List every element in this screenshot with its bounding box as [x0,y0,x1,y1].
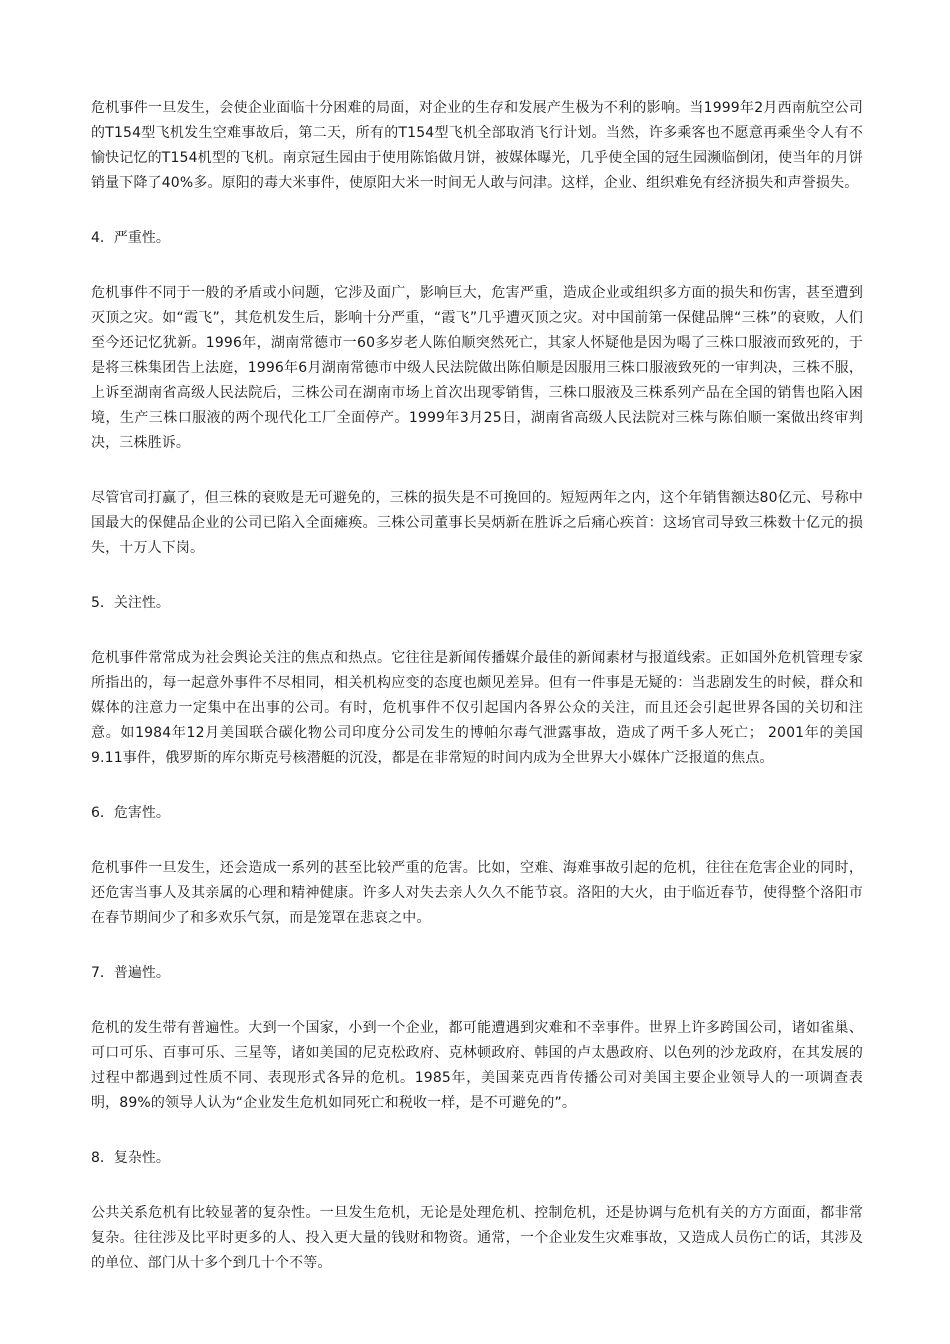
paragraph-intro: 危机事件一旦发生，会使企业面临十分困难的局面，对企业的生存和发展产生极为不利的影响。当1999年2月西南航空公司的T154型飞机发生空难事故后，第二天，所有的T154型飞机全部取消飞行计划。当然，许多乘客也不愿意再乘坐令人有不愉快记忆的T154机型的飞机。南京冠生园由于使用陈馅做月饼，被媒体曝光，几乎使全国的冠生园濒临倒闭，使当年的月饼销量下降了40%多。原阳的毒大米事件，使原阳大米一时间无人敢与问津。这样，企业、组织难免有经济损失和声誉损失。 [91,100,863,191]
heading-complexity: 8．复杂性。 [91,1150,170,1166]
paragraph-severity: 危机事件不同于一般的矛盾或小问题，它涉及面广，影响巨大，危害严重，造成企业或组织多方面的损失和伤害，甚至遭到灭顶之灾。如“霞飞”，其危机发生后，影响十分严重，“霞飞”几乎遭灭顶之灾。对中国前第一保健品牌“三株”的衰败，人们至今还记忆犹新。1996年，湖南常德市一60多岁老人陈伯顺突然死亡，其家人怀疑他是因为喝了三株口服液而致死的，于是将三株集团告上法庭，1996年6月湖南常德市中级人民法院做出陈伯顺是因服用三株口服液致死的一审判决，三株不服，上诉至湖南省高级人民法院后，三株公司在湖南市场上首次出现零销售，三株口服液及三株系列产品在全国的销售也陷入困境，生产三株口服液的两个现代化工厂全面停产。1999年3月25日，湖南省高级人民法院对三株与陈伯顺一案做出终审判决，三株胜诉。 [91,285,863,451]
paragraph-universality: 危机的发生带有普遍性。大到一个国家，小到一个企业，都可能遭遇到灾难和不幸事件。世界上许多跨国公司，诸如雀巢、可口可乐、百事可乐、三星等，诸如美国的尼克松政府、克林顿政府、韩国的卢太愚政府、以色列的沙龙政府，在其发展的过程中都遇到过性质不同、表现形式各异的危机。1985年，美国莱克西肯传播公司对美国主要企业领导人的一项调查表明，89%的领导人认为“企业发生危机如同死亡和税收一样，是不可避免的”。 [91,1020,863,1111]
heading-severity: 4．严重性。 [91,230,170,246]
heading-universality: 7．普遍性。 [91,965,170,981]
heading-harm: 6．危害性。 [91,805,170,821]
paragraph-attention: 危机事件常常成为社会舆论关注的焦点和热点。它往往是新闻传播媒介最佳的新闻素材与报道线索。正如国外危机管理专家所指出的，每一起意外事件不尽相同，相关机构应变的态度也颇见差异。但有一件事是无疑的：当悲剧发生的时候，群众和媒体的注意力一定集中在出事的公司。有时，危机事件不仅引起国内各界公众的关注，而且还会引起世界各国的关切和注意。如1984年12月美国联合碳化物公司印度分公司发生的博帕尔毒气泄露事故，造成了两千多人死亡； 2001年的美国9.11事件，俄罗斯的库尔斯克号核潜艇的沉没，都是在非常短的时间内成为全世界大小媒体广泛报道的焦点。 [91,650,863,766]
paragraph-harm: 危机事件一旦发生，还会造成一系列的甚至比较严重的危害。比如，空难、海难事故引起的危机，往往在危害企业的同时，还危害当事人及其亲属的心理和精神健康。许多人对失去亲人久久不能节哀。洛阳的大火，由于临近春节，使得整个洛阳市在春节期间少了和多欢乐气氛，而是笼罩在悲哀之中。 [91,860,863,926]
heading-attention: 5．关注性。 [91,595,170,611]
paragraph-sanzhu-loss: 尽管官司打赢了，但三株的衰败是无可避免的，三株的损失是不可挽回的。短短两年之内，这个年销售额达80亿元、号称中国最大的保健品企业的公司已陷入全面瘫痪。三株公司董事长吴炳新在胜诉之后痛心疾首：这场官司导致三株数十亿元的损失，十万人下岗。 [91,490,863,556]
paragraph-complexity: 公共关系危机有比较显著的复杂性。一旦发生危机，无论是处理危机、控制危机，还是协调与危机有关的方方面面，都非常复杂。往往涉及比平时更多的人、投入更大量的钱财和物资。通常，一个企业发生灾难事故，又造成人员伤亡的话，其涉及的单位、部门从十多个到几十个不等。 [91,1205,863,1271]
document-page [91,96,863,1276]
